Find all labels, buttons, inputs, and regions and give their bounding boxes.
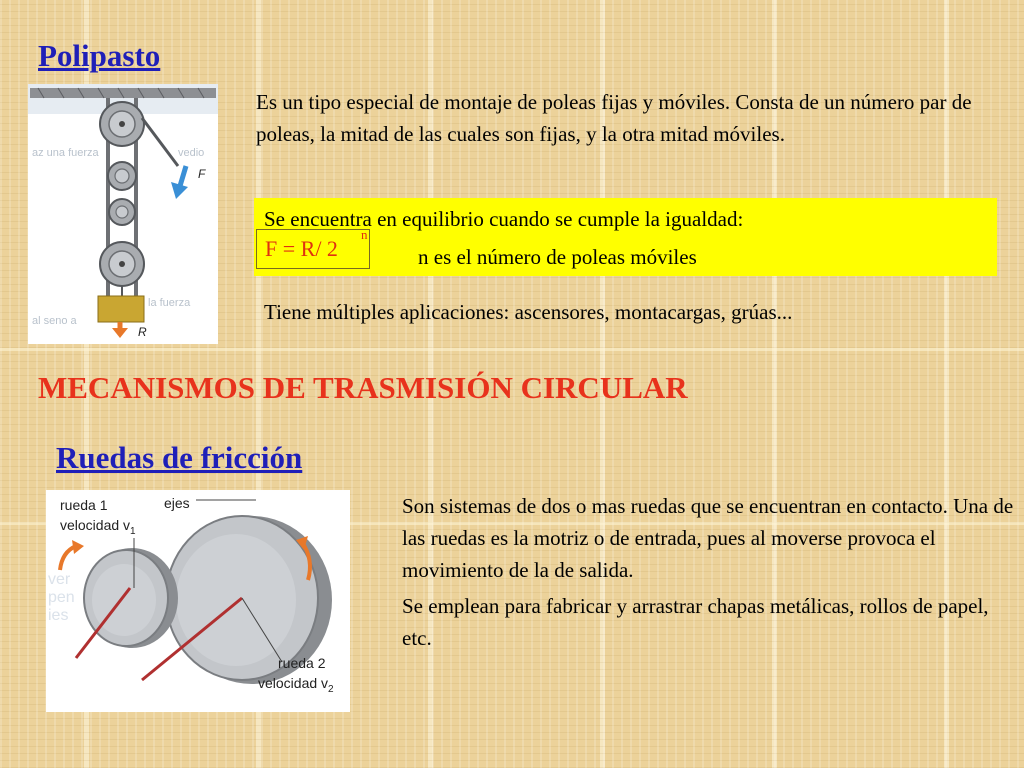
polipasto-applications: Tiene múltiples aplicaciones: ascensores, montacargas, grúas...: [264, 300, 793, 324]
bg-text-line: az una fuerza: [32, 147, 99, 159]
friction-wheels-diagram: [46, 490, 350, 712]
ruedas-description: [402, 490, 1017, 654]
bg-text-line: al seno a: [32, 315, 77, 327]
formula-box: [256, 229, 370, 269]
pulley-wheel: [100, 242, 144, 286]
wheel-1: [84, 548, 178, 648]
polipasto-diagram: [28, 84, 218, 344]
equilibrium-intro: Se encuentra en equilibrio cuando se cumple la igualdad:: [264, 207, 744, 231]
force-arrow-icon: [171, 166, 188, 199]
velocidad2-label: velocidad $v_2$: [258, 675, 334, 695]
pulley-wheel: [109, 199, 135, 225]
svg-text:ies: ies: [48, 607, 69, 624]
ruedas-paragraph: Son sistemas de dos o mas ruedas que se encuentran en contacto. Una de las ruedas es la motriz o de entrada, pues al moverse provoca el movimiento de la de salida.: [402, 494, 1014, 582]
rueda1-label: rueda 1: [60, 497, 108, 513]
svg-text:ver: ver: [48, 571, 71, 588]
bg-text-line: vedio: [178, 147, 205, 159]
bg-text-line: la fuerza: [148, 297, 191, 309]
polipasto-description: Es un tipo especial de montaje de poleas fijas y móviles. Consta de un número par de poleas, la mitad de las cuales son fijas, y la otra mitad móviles.: [256, 90, 972, 146]
rueda2-label: rueda 2: [278, 655, 326, 671]
polipasto-title-link[interactable]: Polipasto: [38, 38, 161, 73]
resistance-label: R: [138, 325, 147, 339]
rope: [142, 118, 178, 166]
svg-text:pen: pen: [48, 589, 75, 606]
ruedas-paragraph: Se emplean para fabricar y arrastrar chapas metálicas, rollos de papel, etc.: [402, 594, 989, 650]
pulley-wheel: [100, 102, 144, 146]
equilibrium-highlight-box: [254, 198, 997, 276]
section-heading: MECANISMOS DE TRASMISIÓN CIRCULAR: [38, 370, 688, 405]
pulley-wheel: [108, 162, 136, 190]
ruedas-title-link[interactable]: Ruedas de fricción: [56, 440, 303, 475]
velocidad1-label: velocidad $v_1$: [60, 517, 136, 537]
background-stripe: [0, 348, 1024, 351]
formula-text: F = R/ 2: [265, 236, 338, 261]
ruedas-image: [46, 490, 350, 712]
ejes-label: ejes: [164, 495, 190, 511]
formula-exponent: n: [361, 227, 368, 242]
resistance-arrow-icon: [112, 322, 128, 338]
force-label: F: [198, 167, 206, 181]
load-box: [98, 296, 144, 322]
formula-note: n es el número de poleas móviles: [418, 245, 697, 269]
polipasto-image: [28, 84, 218, 344]
